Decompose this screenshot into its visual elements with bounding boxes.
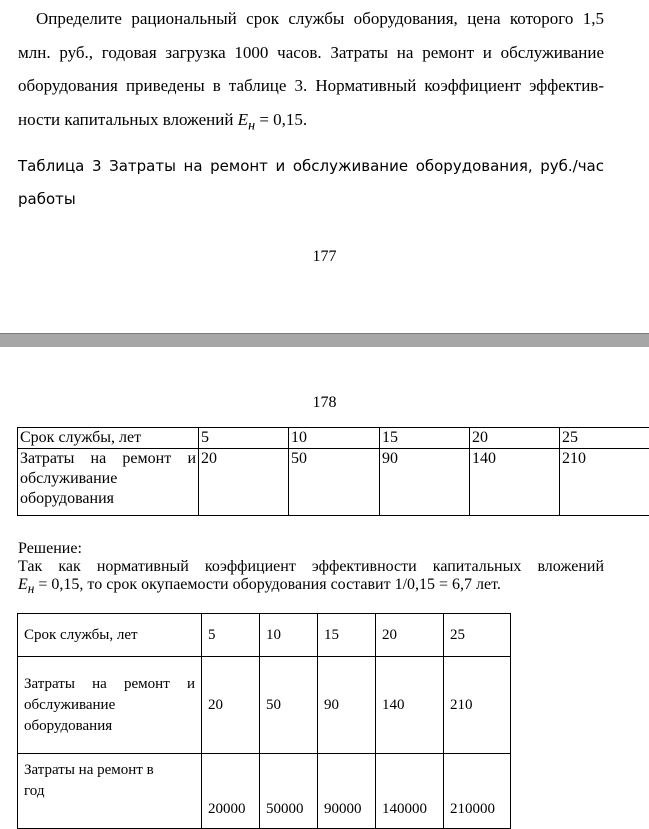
table-cell: Срок службы, лет (18, 428, 199, 449)
table-row (18, 754, 511, 829)
table-cell: 90000 (318, 754, 376, 829)
coefficient-symbol: Е (18, 576, 28, 593)
cell-line: оборудования (24, 716, 195, 737)
solution-title: Решение: (18, 540, 604, 558)
table-cell: 210 (444, 657, 511, 754)
cell-line: Затраты на ремонт в (24, 760, 195, 781)
table-cell (18, 754, 202, 829)
table-cell: 25 (444, 614, 511, 657)
cell-line: оборудования (20, 489, 196, 509)
table-cell: 10 (260, 614, 318, 657)
table-cell: 50 (260, 657, 318, 754)
table-cell: 210000 (444, 754, 511, 829)
table-cell: 5 (199, 428, 289, 449)
table-cell: 50 (288, 449, 379, 516)
problem-line: млн. руб., годовая загрузка 1000 часов. Затраты на ремонт и обслуживание (18, 36, 604, 70)
cell-line: Затраты на ремонт и (20, 449, 196, 469)
solution-text: = 0,15, то срок окупаемости оборудования составит 1/0,15 = 6,7 лет. (34, 576, 501, 593)
table-cell: 5 (202, 614, 260, 657)
page-number: 178 (0, 394, 649, 412)
problem-line (18, 103, 604, 143)
caption-line: работы (18, 183, 604, 216)
table-cell: 20 (199, 449, 289, 516)
table-cell (18, 657, 202, 754)
cell-line: обслуживание (24, 695, 195, 716)
problem-text: ности капитальных вложений (18, 110, 238, 129)
table-cell: Срок службы, лет (18, 614, 202, 657)
cell-line: обслуживание (20, 469, 196, 489)
problem-line: оборудования приведены в таблице 3. Нормативный коэффициент эффектив- (18, 69, 604, 103)
table-cell (18, 449, 199, 516)
table-cell: 50000 (260, 754, 318, 829)
table-cell: 20 (469, 428, 559, 449)
table-cell: 140 (376, 657, 444, 754)
cell-line: Затраты на ремонт и (24, 674, 195, 695)
table-caption (18, 150, 604, 216)
table-cell: 10 (288, 428, 379, 449)
table-row (18, 614, 511, 657)
table-3 (17, 427, 649, 516)
table-cell: 25 (559, 428, 649, 449)
problem-text: = 0,15. (255, 110, 307, 129)
table-cell: 90 (318, 657, 376, 754)
page-number: 177 (0, 248, 649, 266)
problem-statement (18, 2, 604, 142)
solution-line (18, 576, 604, 598)
table-row (18, 449, 649, 516)
table-cell: 20000 (202, 754, 260, 829)
coefficient-symbol: Е (238, 110, 248, 129)
table-cell: 140 (469, 449, 559, 516)
table-cell: 15 (318, 614, 376, 657)
solution-table (17, 613, 511, 829)
page-break (0, 333, 649, 347)
page-break-line (0, 333, 649, 334)
table-cell: 20 (202, 657, 260, 754)
coefficient-subscript: н (248, 117, 255, 133)
cell-line: год (24, 781, 195, 802)
table-cell: 210 (559, 449, 649, 516)
table-cell: 90 (379, 449, 469, 516)
solution (18, 540, 604, 598)
caption-line: Таблица 3 Затраты на ремонт и обслуживание оборудования, руб./час (18, 150, 604, 183)
solution-line: Так как нормативный коэффициент эффективности капитальных вложений (18, 558, 604, 576)
table-cell: 15 (379, 428, 469, 449)
coefficient-subscript: н (28, 581, 35, 596)
table-row (18, 428, 649, 449)
table-cell: 20 (376, 614, 444, 657)
table-cell: 140000 (376, 754, 444, 829)
table-row (18, 657, 511, 754)
problem-line: Определите рациональный срок службы оборудования, цена которого 1,5 (18, 2, 604, 36)
